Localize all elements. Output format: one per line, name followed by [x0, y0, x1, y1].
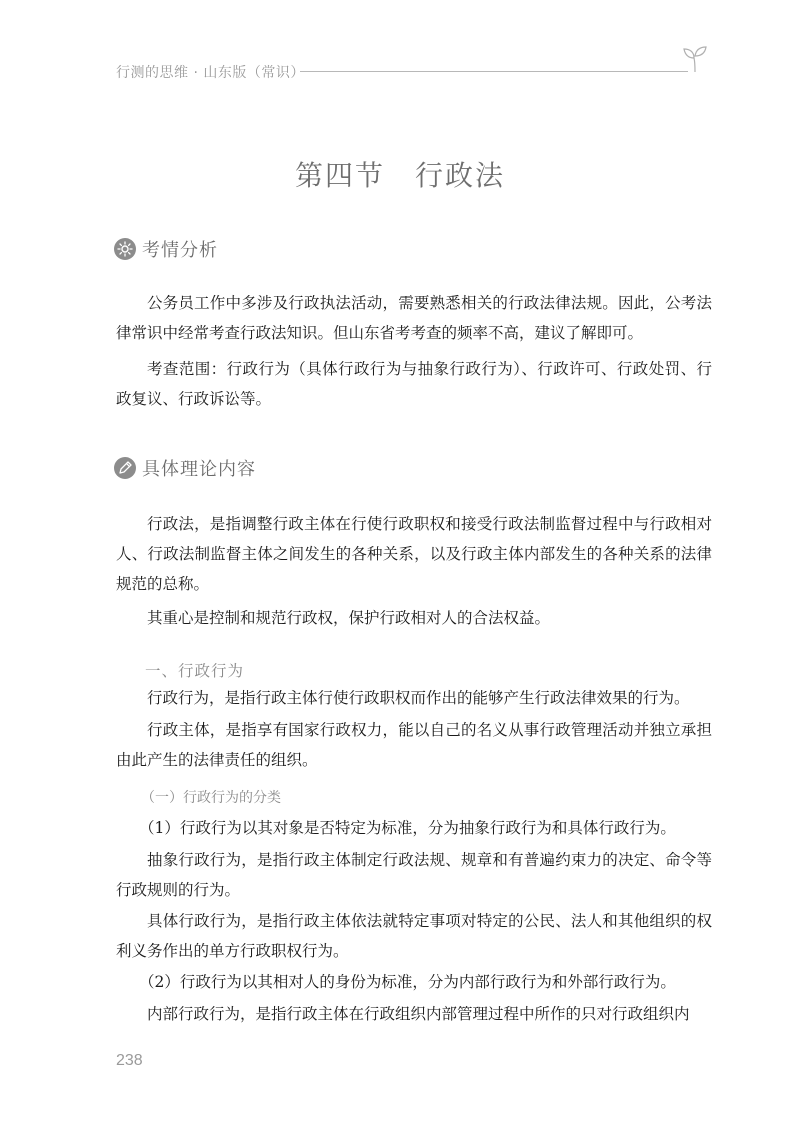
section-label: 具体理论内容 [142, 459, 256, 480]
theory-paragraph-2: 其重心是控制和规范行政权，保护行政相对人的合法权益。 [147, 609, 551, 627]
subsection-paragraph-2: 行政主体，是指享有国家行政权力，能以自己的名义从事行政管理活动并独立承担由此产生的法律责任的组织。 [116, 721, 712, 769]
sun-icon [114, 238, 136, 260]
running-header-title: 行测的思维 · 山东版（常识） [116, 65, 305, 81]
classification-paragraph-internal: 内部行政行为，是指行政主体在行政组织内部管理过程中所作的只对行政组织内 [147, 1005, 690, 1023]
classification-paragraph-abstract: 抽象行政行为，是指行政主体制定行政法规、规章和有普遍约束力的决定、命令等行政规则的行为。 [116, 851, 712, 899]
sprout-icon [682, 44, 708, 74]
classification-paragraph-specific: 具体行政行为，是指行政主体依法就特定事项对特定的公民、法人和其他组织的权利义务作出的单方行政职权行为。 [116, 912, 712, 960]
classification-item-1: （1）行政行为以其对象是否特定为标准，分为抽象行政行为和具体行政行为。 [139, 819, 676, 837]
analysis-paragraph-1: 公务员工作中多涉及行政执法活动，需要熟悉相关的行政法律法规。因此，公考法律常识中经常考查行政法知识。但山东省考考查的频率不高，建议了解即可。 [116, 294, 712, 342]
section-heading-analysis [114, 236, 218, 262]
sub-subsection-heading: （一）行政行为的分类 [141, 790, 281, 806]
classification-item-2: （2）行政行为以其相对人的身份为标准，分为内部行政行为和外部行政行为。 [139, 973, 676, 991]
header-divider [300, 71, 688, 72]
analysis-paragraph-2: 考查范围：行政行为（具体行政行为与抽象行政行为）、行政许可、行政处罚、行政复议、行政诉讼等。 [116, 360, 712, 408]
subsection-paragraph-1: 行政行为，是指行政主体行使行政职权而作出的能够产生行政法律效果的行为。 [147, 689, 690, 707]
section-heading-theory [114, 455, 256, 481]
theory-paragraph-1: 行政法，是指调整行政主体在行使行政职权和接受行政法制监督过程中与行政相对人、行政法制监督主体之间发生的各种关系，以及行政主体内部发生的各种关系的法律规范的总称。 [116, 515, 712, 593]
page-number: 238 [116, 1052, 143, 1069]
pen-icon [114, 457, 136, 479]
subsection-heading: 一、行政行为 [145, 662, 245, 680]
section-label: 考情分析 [142, 240, 218, 261]
chapter-title: 第四节 行政法 [294, 159, 505, 192]
